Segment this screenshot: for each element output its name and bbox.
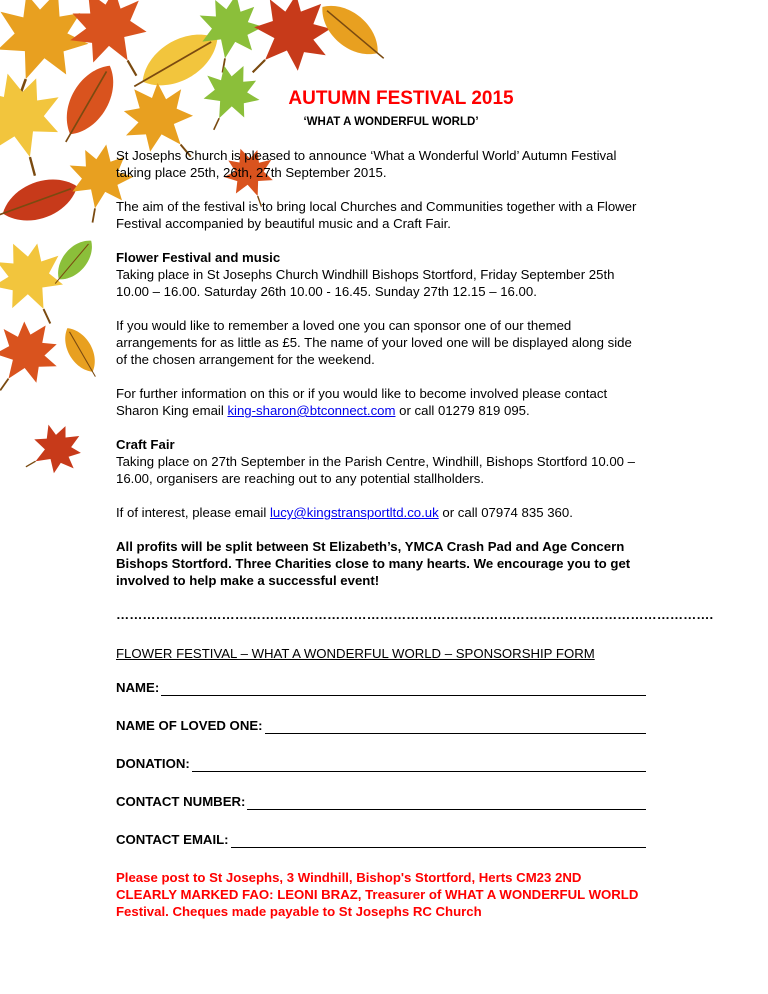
donation-line[interactable] (192, 757, 646, 772)
page-subtitle: ‘WHAT A WONDERFUL WORLD’ (303, 116, 479, 128)
aim-paragraph: The aim of the festival is to bring local Churches and Communities together with a Flower Festival accompanied by beautiful music and a Craft Fair. (116, 199, 637, 231)
loved-one-label: NAME OF LOVED ONE: (116, 718, 263, 733)
page-title: AUTUMN FESTIVAL 2015 (288, 88, 514, 109)
profits-paragraph: All profits will be split between St Elizabeth’s, YMCA Crash Pad and Age Concern Bishops Stortford. Three Charities close to many hearts. We encourage you to get involved to help make a successful event! (116, 539, 631, 588)
contact-number-line[interactable] (247, 795, 646, 810)
postal-instructions (116, 869, 646, 920)
contact-lucy-text: If of interest, please email (116, 505, 270, 520)
sponsor-paragraph: If you would like to remember a loved one you can sponsor one of our themed arrangements for as little as £5. The name of your loved one will be displayed along side of the chosen arrangement for the weekend. (116, 318, 632, 367)
lucy-email-link[interactable]: lucy@kingstransportltd.co.uk (269, 505, 439, 520)
flower-festival-section (116, 249, 646, 300)
donation-field[interactable] (116, 755, 646, 772)
sponsorship-form-title: FLOWER FESTIVAL – WHAT A WONDERFUL WORLD – SPONSORSHIP FORM (116, 646, 595, 661)
name-line[interactable] (161, 681, 646, 696)
name-field[interactable] (116, 679, 646, 696)
contact-email-field[interactable] (116, 831, 646, 848)
name-label: NAME: (116, 680, 160, 695)
contact-lucy-phone: or call 07974 835 360. (438, 505, 573, 520)
postal-line-2: CLEARLY MARKED FAO: LEONI BRAZ, Treasurer of WHAT A WONDERFUL WORLD (116, 887, 639, 902)
contact-number-label: CONTACT NUMBER: (116, 794, 246, 809)
flower-festival-text: Taking place in St Josephs Church Windhill Bishops Stortford, Friday September 25th 10.00 – 16.00. Saturday 26th 10.00 - 16.45. Sunday 27th 12.15 – 16.00. (116, 267, 615, 299)
intro-paragraph: St Josephs Church is pleased to announce ‘What a Wonderful World’ Autumn Festival taking place 25th, 26th, 27th September 2015. (116, 148, 617, 180)
contact-email-label: CONTACT EMAIL: (116, 832, 229, 847)
contact-email-line[interactable] (231, 833, 646, 848)
contact-sharon-paragraph (116, 385, 646, 419)
postal-line-3: Festival. Cheques made payable to St Josephs RC Church (116, 904, 482, 919)
document-body (116, 88, 714, 920)
contact-sharon-phone: or call 01279 819 095. (395, 403, 530, 418)
separator: ………………………………………………………………………………………………………………………. (116, 607, 714, 622)
contact-sharon-text: For further information on this or if you would like to become involved please contact Sharon King email (116, 386, 608, 418)
contact-lucy-paragraph (116, 504, 646, 521)
postal-line-1: Please post to St Josephs, 3 Windhill, Bishop's Stortford, Herts CM23 2ND (116, 870, 582, 885)
contact-number-field[interactable] (116, 793, 646, 810)
donation-label: DONATION: (116, 756, 190, 771)
craft-fair-text: Taking place on 27th September in the Parish Centre, Windhill, Bishops Stortford 10.00 – 16.00, organisers are reaching out to any potential stallholders. (116, 454, 635, 486)
loved-one-field[interactable] (116, 717, 646, 734)
loved-one-line[interactable] (265, 719, 646, 734)
flower-festival-heading: Flower Festival and music (116, 250, 281, 265)
craft-fair-heading: Craft Fair (116, 437, 175, 452)
sharon-email-link[interactable]: king-sharon@btconnect.com (227, 403, 396, 418)
craft-fair-section (116, 436, 646, 487)
